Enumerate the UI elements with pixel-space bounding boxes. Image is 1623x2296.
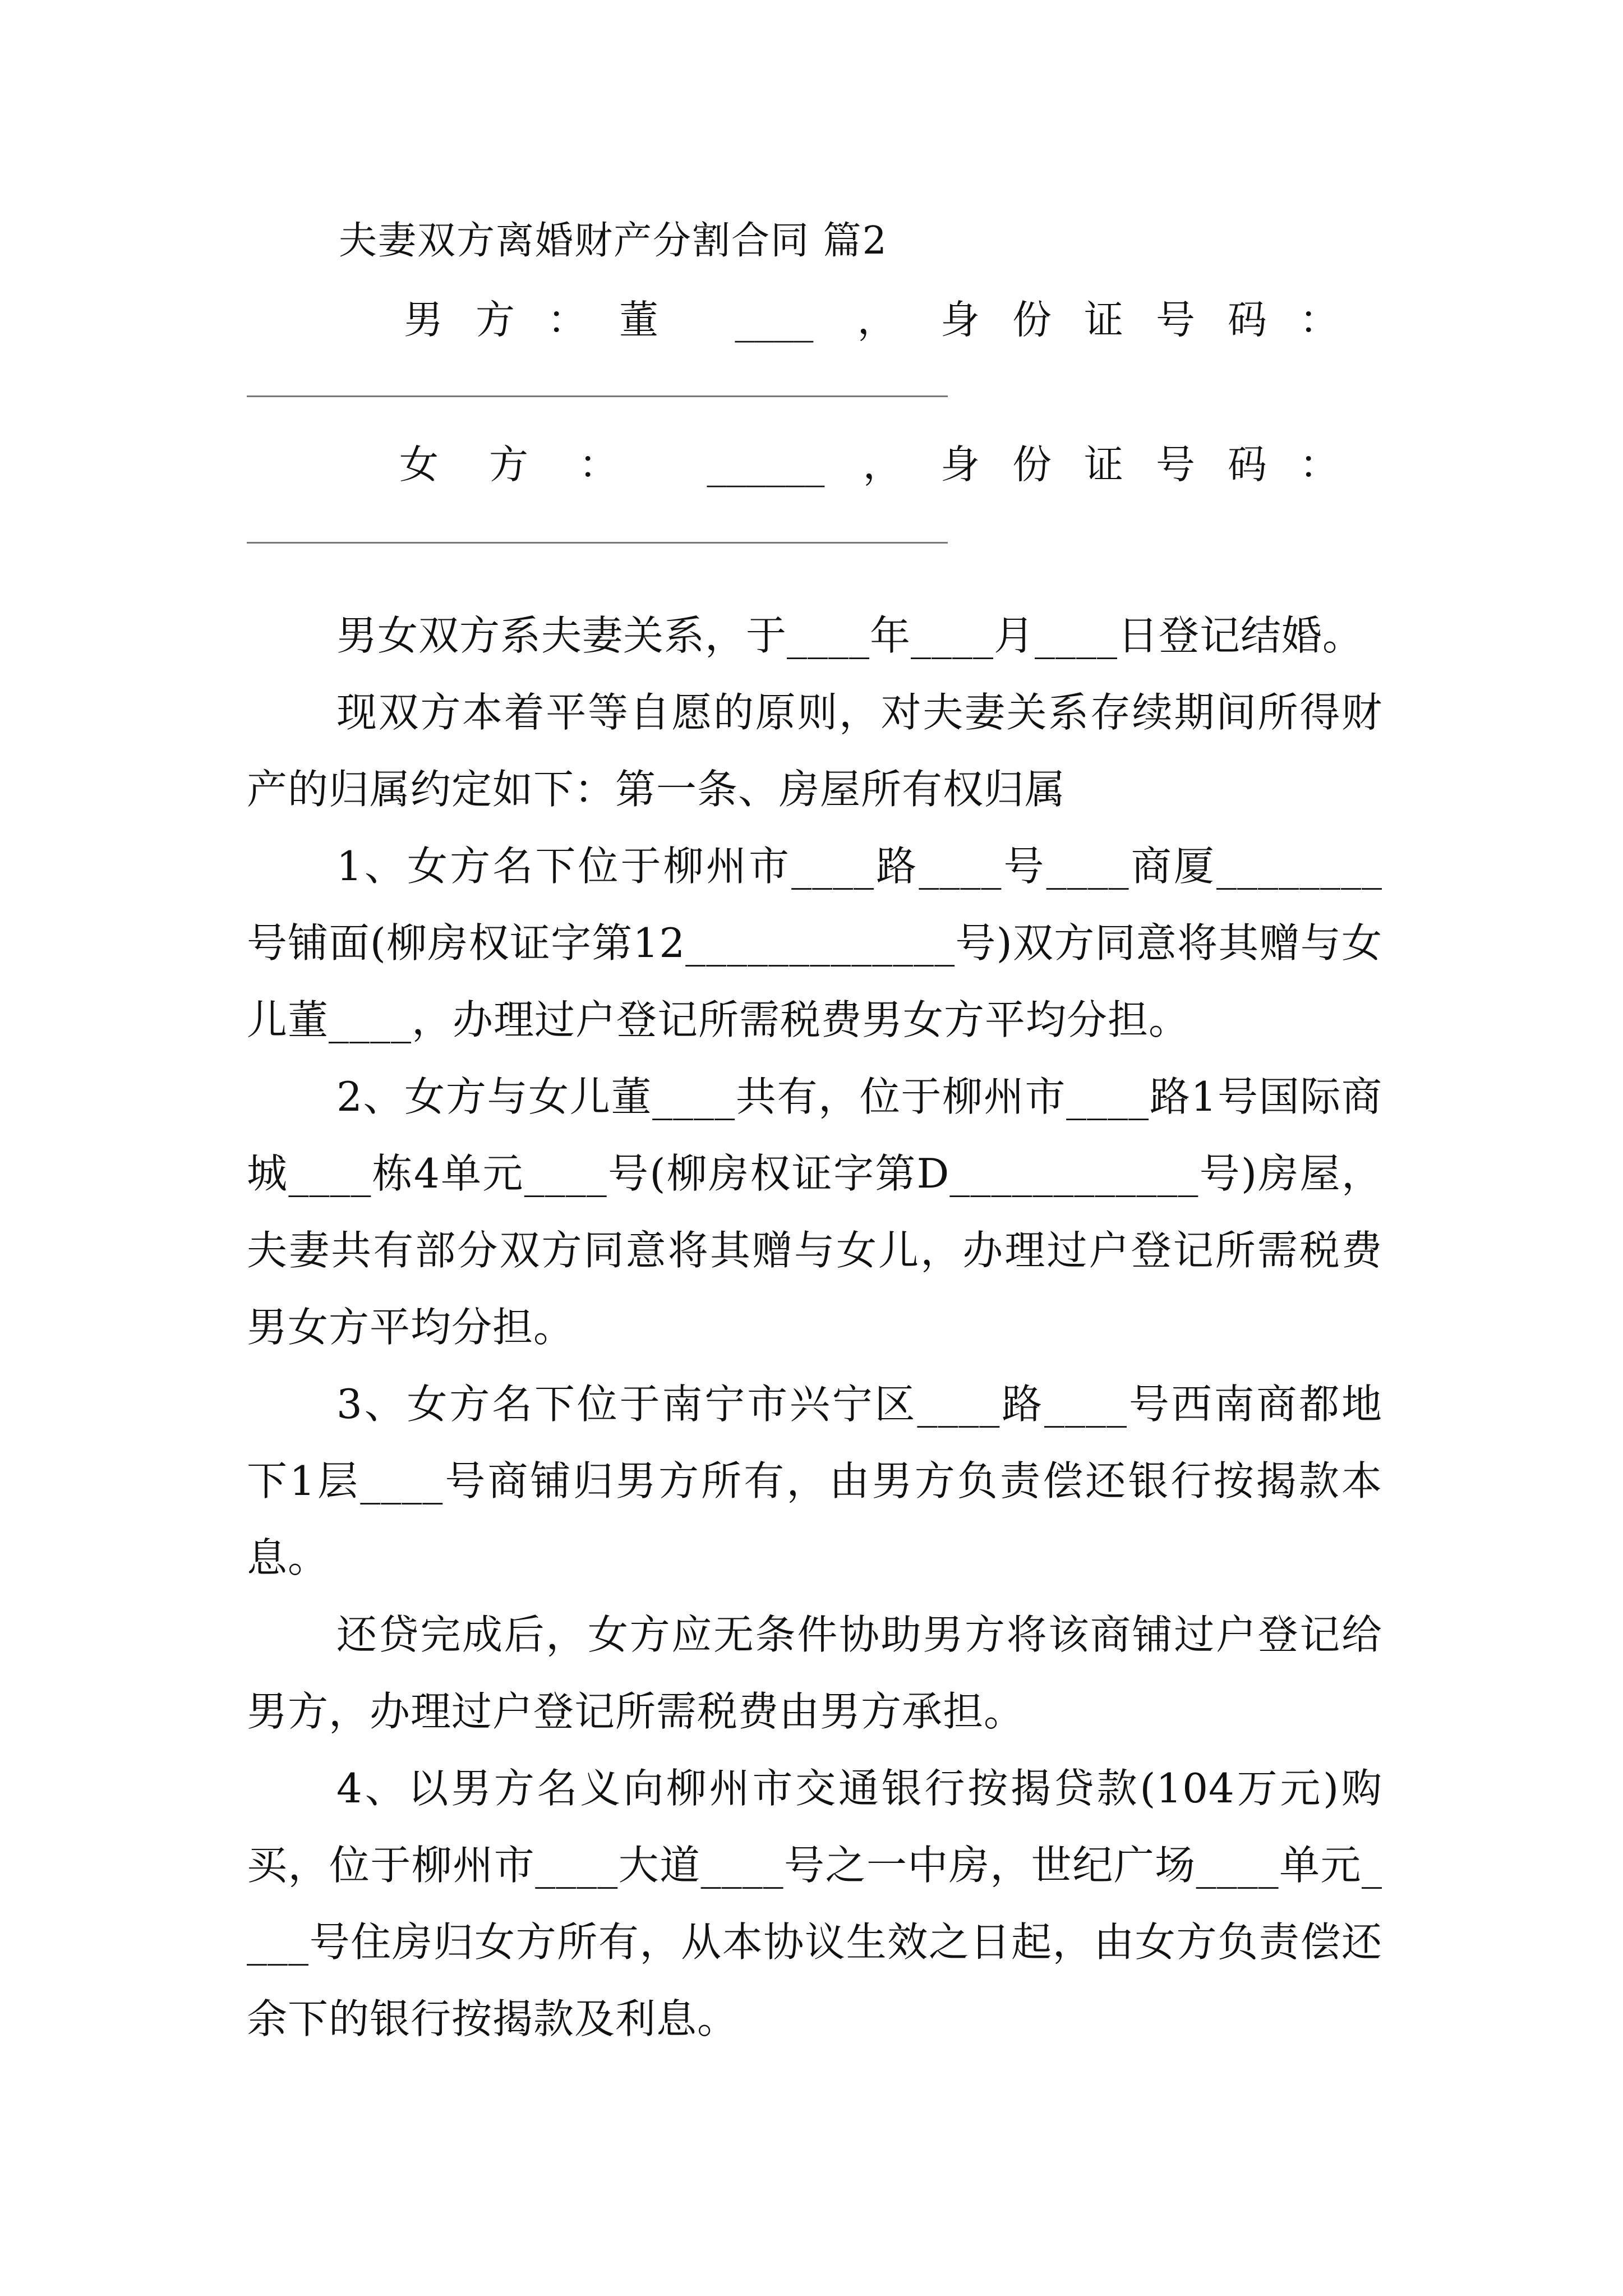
paragraph-clause-2: 2、女方与女儿董____共有，位于柳州市____路1号国际商城____栋4单元____号(柳房权证字第D____________号)房屋，夫妻共有部分双方同意将其赠与女儿，办理过户登记所需税费男女方平均分担。 xyxy=(247,1073,1382,1351)
male-party-line xyxy=(404,292,1371,348)
male-id-label: 身份证号码： xyxy=(940,297,1371,343)
male-comma: ， xyxy=(857,297,897,343)
female-id-blank-line xyxy=(247,542,948,544)
paragraph-marriage-date: 男女双方系夫妻关系，于____年____月____日登记结婚。 xyxy=(336,612,1364,659)
paragraph-repayment: 还贷完成后，女方应无条件协助男方将该商铺过户登记给男方，办理过户登记所需税费由男方承担。 xyxy=(247,1611,1382,1735)
male-name-blank: ____ xyxy=(735,297,814,343)
female-party-line xyxy=(399,436,1371,493)
paragraph-principle: 现双方本着平等自愿的原则，对夫妻关系存续期间所得财产的归属约定如下：第一条、房屋所有权归属 xyxy=(247,689,1382,813)
male-id-blank-line xyxy=(247,395,948,397)
paragraph-clause-1: 1、女方名下位于柳州市____路____号____商厦________号铺面(柳房权证字第12_____________号)双方同意将其赠与女儿董____，办理过户登记所需税费男女方平均分担。 xyxy=(247,843,1382,1043)
female-id-label: 身份证号码： xyxy=(940,441,1371,487)
paragraph-clause-4: 4、以男方名义向柳州市交通银行按揭贷款(104万元)购买，位于柳州市____大道____号之一中房，世纪广场____单元____号住房归女方所有，从本协议生效之日起，由女方负责偿还余下的银行按揭款及利息。 xyxy=(247,1765,1382,2042)
contract-body xyxy=(247,597,1382,2058)
document-title: 夫妻双方离婚财产分割合同 篇2 xyxy=(339,219,888,263)
female-name-blank: ______ xyxy=(707,441,825,487)
paragraph-clause-3: 3、女方名下位于南宁市兴宁区____路____号西南商都地下1层____号商铺归男方所有，由男方负责偿还银行按揭款本息。 xyxy=(247,1381,1382,1581)
male-label: 男方：董 xyxy=(404,297,691,343)
female-comma: ， xyxy=(863,441,902,487)
female-label: 女方： xyxy=(399,441,668,487)
